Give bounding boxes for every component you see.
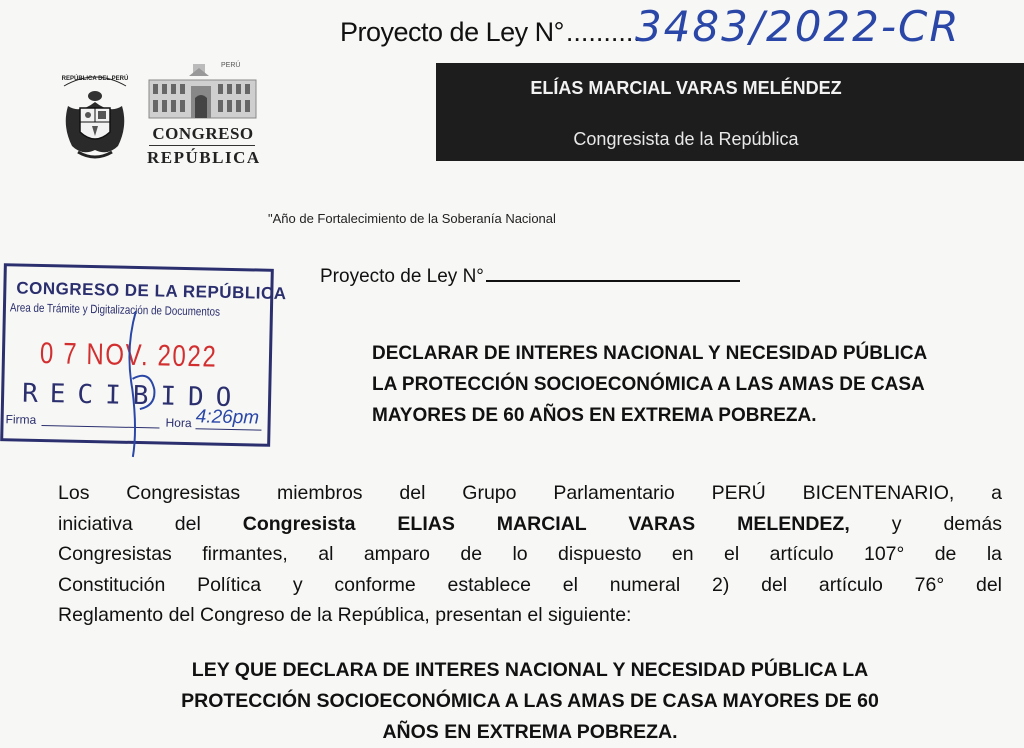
year-motto: "Año de Fortalecimiento de la Soberanía Nacional bbox=[268, 211, 556, 226]
proyecto-ley-blank bbox=[486, 279, 740, 282]
body-line: Constitución Política y conforme establece el numeral 2) del artículo 76° del bbox=[58, 573, 1002, 596]
body-line: Reglamento del Congreso de la República, presentan el siguiente: bbox=[58, 604, 632, 626]
congressman-banner bbox=[436, 63, 1024, 161]
peru-seal-logo bbox=[58, 66, 132, 162]
congress-building-icon bbox=[145, 58, 260, 124]
logo-word-congreso: CONGRESO bbox=[152, 124, 254, 143]
body-line: Los Congresistas miembros del Grupo Parlamentario PERÚ BICENTENARIO, a bbox=[58, 482, 1002, 504]
bill-title bbox=[372, 338, 1022, 431]
coat-of-arms-icon bbox=[58, 66, 132, 162]
proyecto-ley-label: Proyecto de Ley N° bbox=[320, 266, 484, 287]
law-title bbox=[58, 655, 1002, 748]
body-line-2-pre: iniciativa del bbox=[58, 512, 201, 535]
law-title-line: LEY QUE DECLARA DE INTERES NACIONAL Y NECESIDAD PÚBLICA LA bbox=[191, 659, 869, 681]
body-line-2-post: y demás bbox=[891, 512, 1002, 535]
stamp-date: 0 7 NOV. 2022 bbox=[39, 336, 218, 374]
svg-text:REPÚBLICA DEL PERÚ: REPÚBLICA DEL PERÚ bbox=[61, 76, 129, 82]
logo-word-republica: REPÚBLICA bbox=[147, 148, 261, 167]
stamp-hora-label: Hora bbox=[165, 415, 192, 431]
stamp-handwritten-time: 4:26pm bbox=[195, 406, 260, 429]
bill-title-line: DECLARAR DE INTERES NACIONAL Y NECESIDAD PÚBLICA bbox=[372, 343, 928, 364]
logo-small-text: PERÚ bbox=[221, 62, 241, 69]
signature-icon bbox=[103, 308, 176, 459]
congressman-name: ELÍAS MARCIAL VARAS MELÉNDEZ bbox=[530, 78, 842, 98]
bill-title-line: MAYORES DE 60 AÑOS EN EXTREMA POBREZA. bbox=[372, 405, 817, 426]
body-paragraph bbox=[58, 478, 1002, 631]
project-number-dots: .......... bbox=[565, 17, 641, 47]
reception-stamp bbox=[0, 263, 287, 447]
stamp-firma-label: Firma bbox=[5, 412, 37, 427]
law-title-line: PROTECCIÓN SOCIOECONÓMICA A LAS AMAS DE CASA MAYORES DE 60 bbox=[181, 690, 879, 712]
stamp-title: CONGRESO DE LA REPÚBLICA bbox=[16, 278, 287, 304]
congressman-role: Congresista de la República bbox=[573, 129, 799, 149]
body-line-2-bold: Congresista ELIAS MARCIAL VARAS MELENDEZ, bbox=[242, 512, 850, 535]
body-line: Congresistas firmantes, al amparo de lo dispuesto en el artículo 107° de la bbox=[58, 543, 1002, 565]
body-line-2 bbox=[58, 509, 1002, 540]
congreso-republica-logo bbox=[145, 58, 260, 173]
project-number-handwritten: 3483/2022-CR bbox=[634, 2, 961, 51]
law-title-line: AÑOS EN EXTREMA POBREZA. bbox=[382, 721, 678, 743]
project-number-header bbox=[340, 2, 961, 50]
proyecto-ley-line bbox=[320, 266, 740, 288]
bill-title-line: LA PROTECCIÓN SOCIOECONÓMICA A LAS AMAS DE CASA bbox=[372, 374, 925, 395]
stamp-area: Area de Trámite y Digitalización de Documentos bbox=[9, 300, 221, 319]
logo-divider bbox=[149, 145, 255, 146]
project-number-label: Proyecto de Ley N° bbox=[340, 17, 564, 47]
stamp-received: RECIBIDO bbox=[21, 378, 244, 414]
